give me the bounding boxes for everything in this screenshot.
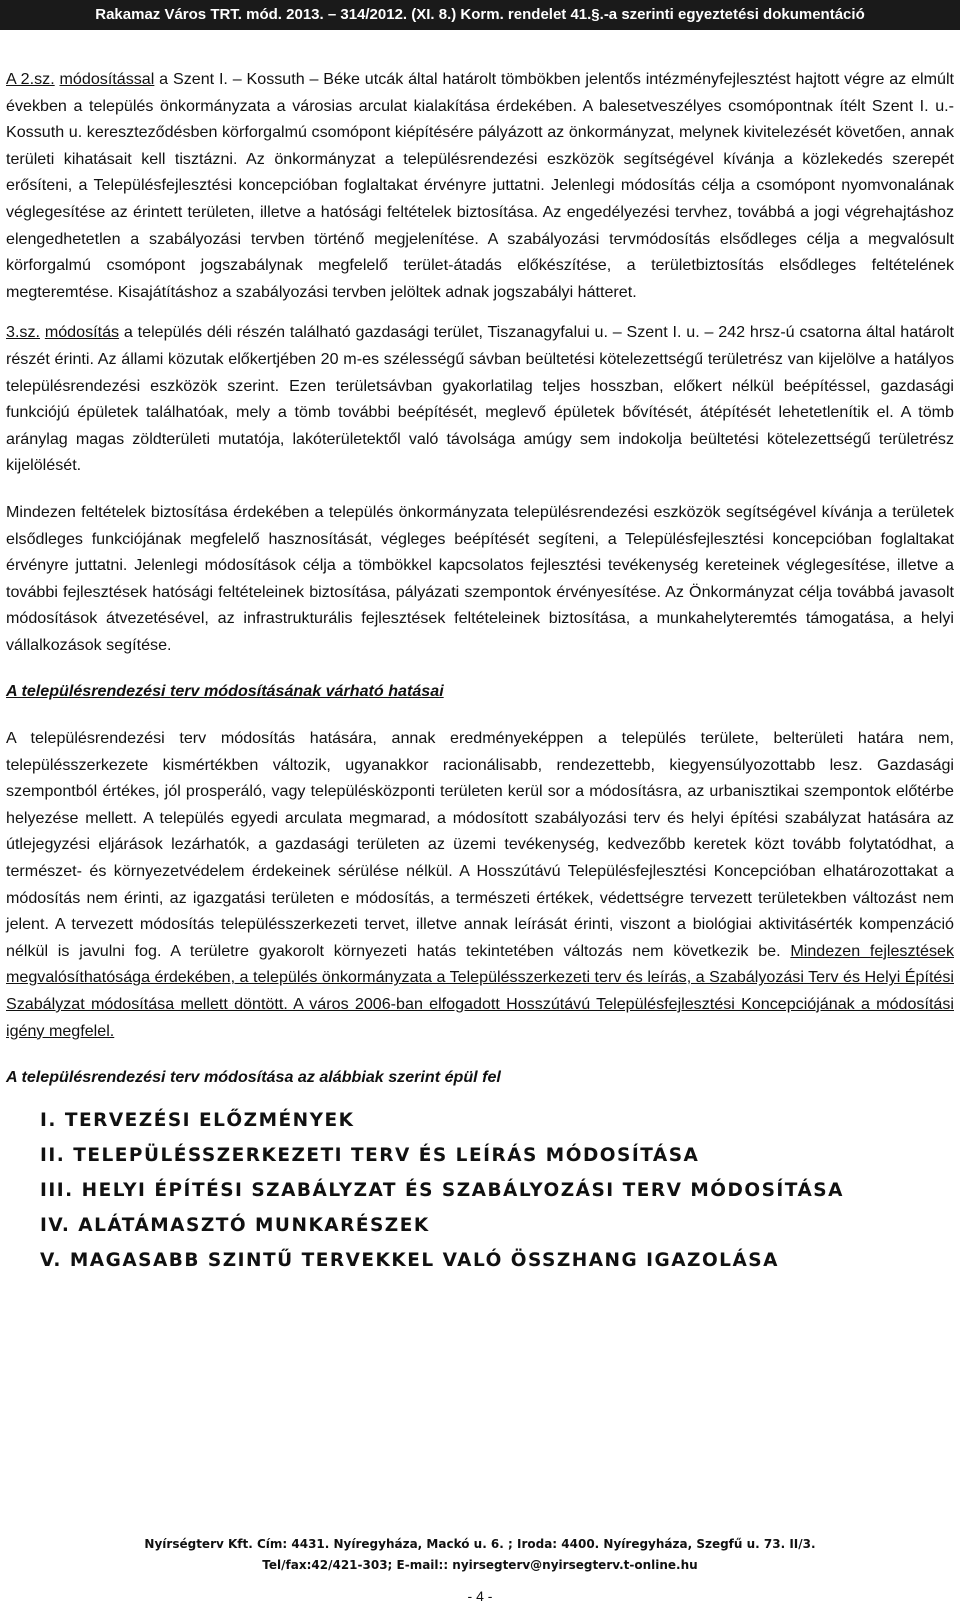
heading-structure: A településrendezési terv módosítása az alábbiak szerint épül fel (6, 1068, 501, 1087)
footer-contact: Tel/fax:42/421-303; E-mail:: nyirsegterv@nyirsegterv.t-online.hu (262, 1558, 698, 1572)
paragraph-modification-3-text: a település déli részén található gazdasági terület, Tiszanagyfalui u. – Szent I. u. – 242 hrsz-ú csatorna által határolt részét érinti. Az állami közutak előkertjében 20 m-es szélességű sávban beültetési kötelezettségű területrész van kijelölve a hatályos településrendezési eszközök szerint. Ezen területsávban gyakorlatilag teljes hosszban, előkert nélkül beépítéssel, gazdasági funkciójú épületek találhatóak, mely a tömb további beépítését, meglevő épületek bővítését, átépítését lehetetlenítik el. A tömb aránylag magas zöldterületi mutatója, lakóterületektől való távolsága amúgy sem indokolja beültetési kötelezettségű területrész kijelölését. (6, 323, 954, 475)
document-body (6, 66, 954, 1278)
heading-expected-effects: A településrendezési terv módosításának várható hatásai (6, 682, 444, 701)
paragraph-modification-3 (6, 319, 954, 479)
chapter-item-3: III. HELYI ÉPÍTÉSI SZABÁLYZAT ÉS SZABÁLYOZÁSI TERV MÓDOSÍTÁSA (40, 1179, 844, 1201)
footer-address: Nyírségterv Kft. Cím: 4431. Nyíregyháza, Mackó u. 6. ; Iroda: 4400. Nyíregyháza, Szegfű u. 73. II/3. (144, 1537, 816, 1551)
modification-2-number: A 2.sz. (6, 70, 55, 88)
document-footer (0, 1534, 960, 1576)
paragraph-effects-decision: Mindezen fejlesztések megvalósíthatósága érdekében, a település önkormányzata a Településszerkezeti terv és leírás, a Szabályozási Terv és Helyi Építési Szabályzat módosítása mellett döntött. A város 2006-ban elfogadott Hosszútávú Településfejlesztési Koncepciójának a módosítási igény megfelel. (6, 941, 954, 1040)
chapter-item-1: I. TERVEZÉSI ELŐZMÉNYEK (40, 1109, 355, 1131)
paragraph-modification-2-text: a Szent I. – Kossuth – Béke utcák által határolt tömbökben jelentős intézményfejlesztést hajtott végre az elmúlt években a település önkormányzata a városias arculat kialakítása érdekében. A balesetveszélyes csomópontnak ítélt Szent I. u.-Kossuth u. kereszteződésben körforgalmú csomópont kiépítésére pályázott az önkormányzat, melynek kivitelezését követően, annak területi kihatásait kell tisztázni. Az önkormányzat a településrendezési eszközök segítségével kívánja a közlekedés szerepét erősíteni, a Településfejlesztési koncepcióban foglaltakat érvényre juttatni. Jelenlegi módosítás célja a csomópont nyomvonalának véglegesítése az érintett területen, illetve a hatósági feltételek biztosítása. Az engedélyezési tervhez, továbbá a jogi végrehajtáshoz elengedhetetlen a szabályozási tervben történő megjelenítése. A szabályozási tervmódosítás elsődleges célja a megvalósult körforgalmú csomópont jogszabálynak megfelelő terület-átadás előkészítése, a területbiztosítás elsődleges feltételének megteremtése. Kisajátításhoz a szabályozási tervben jelöltek adnak jogszabályi hátteret. (6, 70, 954, 301)
paragraph-effects-text: A településrendezési terv módosítás hatására, annak eredményeképpen a település területe, belterületi határa nem, településszerkezete kismértékben változik, ugyanakkor racionálisabb, rendezettebb, kiegyensúlyozottabb lesz. Gazdasági szempontból értékes, jól prosperáló, vagy településközponti területen kerül sor a módosításra, az urbanisztikai szempontok előtérbe helyezése mellett. A település egyedi arculata megmarad, a módosított szabályozási terv és helyi építési szabályzat hatására az útlejegyzési eljárások lezárhatók, a gazdasági területen az üzemi tevékenység, kedvezőbb keretek közt tovább folytatódhat, a természet- és környezetvédelem érdekeinek sérülése nélkül. A Hosszútávú Településfejlesztési Koncepcióban elhatározottakat a módosítás nem érinti, az igazgatási területen e módosítás, a természeti értékek, védettségre tervezett területekben változást nem jelent. A tervezett módosítás településszerkezeti tervet, illetve annak leírását érinti, viszont a biológiai aktivitásérték kompenzáció nélkül is javulni fog. A területre gyakorolt környezeti hatás tekintetében változás nem következik be. (6, 729, 954, 960)
chapter-item-2: II. TELEPÜLÉSSZERKEZETI TERV ÉS LEÍRÁS MÓDOSÍTÁSA (40, 1144, 700, 1166)
paragraph-modification-2 (6, 66, 954, 305)
chapter-item-5: V. MAGASABB SZINTŰ TERVEKKEL VALÓ ÖSSZHANG IGAZOLÁSA (40, 1249, 779, 1271)
paragraph-effects (6, 725, 954, 1044)
paragraph-conditions: Mindezen feltételek biztosítása érdekében a település önkormányzata településrendezési eszközök segítségével kívánja a területek elsődleges funkciójának megfelelő hasznosítását, végleges beépítését segíteni, a Településfejlesztési koncepcióban foglaltakat érvényre juttatni. Jelenlegi módosítások célja a tömbökkel kapcsolatos fejlesztési tevékenység kereteinek véglegesítése, illetve a további fejlesztések hatósági feltételeinek biztosítása, pályázati szempontok érvényesítése. Az Önkormányzat célja továbbá javasolt módosítások átvezetésével, az infrastrukturális fejlesztések feltételeinek biztosítása, a munkahelyteremtés támogatása, a helyi vállalkozások segítése. (6, 502, 954, 654)
modification-3-number: 3.sz. (6, 323, 40, 342)
document-header: Rakamaz Város TRT. mód. 2013. – 314/2012. (XI. 8.) Korm. rendelet 41.§.-a szerinti egyeztetési dokumentáció (0, 0, 960, 30)
modification-3-label: módosítás (44, 323, 120, 342)
page-number: - 4 - (467, 1588, 493, 1604)
modification-2-label: módosítással (59, 70, 155, 88)
chapter-list (6, 1103, 954, 1278)
chapter-item-4: IV. ALÁTÁMASZTÓ MUNKARÉSZEK (40, 1214, 430, 1236)
